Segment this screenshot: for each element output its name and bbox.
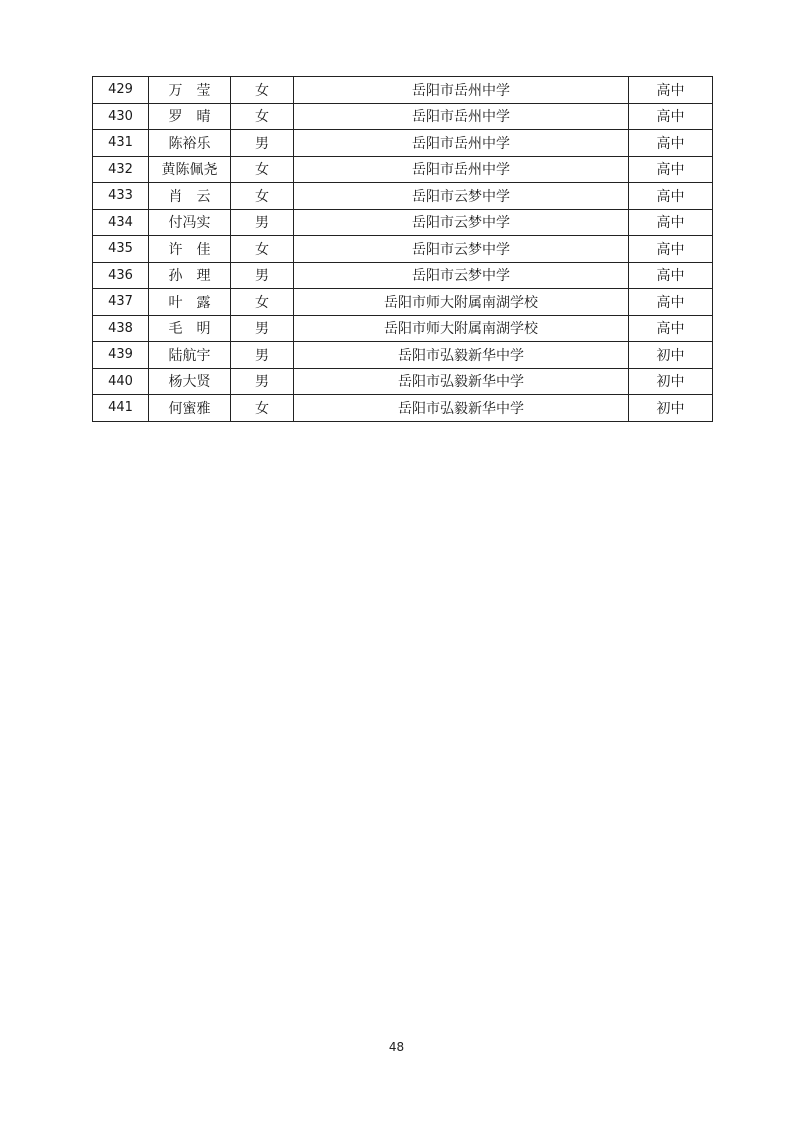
cell-level: 高中 bbox=[629, 183, 713, 210]
cell-gender: 男 bbox=[231, 262, 294, 289]
table-row bbox=[93, 395, 713, 422]
cell-number: 432 bbox=[93, 156, 149, 183]
cell-school: 岳阳市云梦中学 bbox=[294, 209, 629, 236]
cell-gender: 女 bbox=[231, 103, 294, 130]
cell-school: 岳阳市岳州中学 bbox=[294, 130, 629, 157]
cell-school: 岳阳市岳州中学 bbox=[294, 156, 629, 183]
table-row bbox=[93, 289, 713, 316]
cell-name: 叶 露 bbox=[149, 289, 231, 316]
cell-name: 孙 理 bbox=[149, 262, 231, 289]
cell-gender: 女 bbox=[231, 77, 294, 104]
cell-level: 高中 bbox=[629, 289, 713, 316]
cell-gender: 女 bbox=[231, 156, 294, 183]
cell-school: 岳阳市弘毅新华中学 bbox=[294, 395, 629, 422]
cell-name: 万 莹 bbox=[149, 77, 231, 104]
cell-number: 433 bbox=[93, 183, 149, 210]
cell-number: 440 bbox=[93, 368, 149, 395]
cell-level: 初中 bbox=[629, 342, 713, 369]
cell-level: 初中 bbox=[629, 368, 713, 395]
cell-name: 何蜜雅 bbox=[149, 395, 231, 422]
cell-school: 岳阳市云梦中学 bbox=[294, 236, 629, 263]
cell-gender: 女 bbox=[231, 289, 294, 316]
cell-gender: 男 bbox=[231, 209, 294, 236]
cell-name: 黄陈佩尧 bbox=[149, 156, 231, 183]
cell-number: 441 bbox=[93, 395, 149, 422]
table-row bbox=[93, 77, 713, 104]
cell-level: 高中 bbox=[629, 315, 713, 342]
cell-number: 429 bbox=[93, 77, 149, 104]
cell-name: 付冯实 bbox=[149, 209, 231, 236]
cell-name: 毛 明 bbox=[149, 315, 231, 342]
page-number: 48 bbox=[388, 1040, 405, 1054]
cell-name: 杨大贤 bbox=[149, 368, 231, 395]
table-row bbox=[93, 315, 713, 342]
cell-level: 高中 bbox=[629, 77, 713, 104]
roster-table-body bbox=[93, 77, 713, 422]
cell-gender: 男 bbox=[231, 315, 294, 342]
table-row bbox=[93, 156, 713, 183]
cell-school: 岳阳市弘毅新华中学 bbox=[294, 342, 629, 369]
cell-name: 陆航宇 bbox=[149, 342, 231, 369]
cell-number: 438 bbox=[93, 315, 149, 342]
table-row bbox=[93, 103, 713, 130]
cell-number: 431 bbox=[93, 130, 149, 157]
cell-level: 高中 bbox=[629, 262, 713, 289]
cell-school: 岳阳市云梦中学 bbox=[294, 183, 629, 210]
table-row bbox=[93, 209, 713, 236]
cell-school: 岳阳市弘毅新华中学 bbox=[294, 368, 629, 395]
cell-level: 高中 bbox=[629, 130, 713, 157]
table-row bbox=[93, 236, 713, 263]
cell-school: 岳阳市云梦中学 bbox=[294, 262, 629, 289]
cell-gender: 男 bbox=[231, 342, 294, 369]
cell-level: 高中 bbox=[629, 236, 713, 263]
cell-number: 435 bbox=[93, 236, 149, 263]
cell-school: 岳阳市师大附属南湖学校 bbox=[294, 289, 629, 316]
cell-school: 岳阳市岳州中学 bbox=[294, 103, 629, 130]
cell-gender: 男 bbox=[231, 130, 294, 157]
cell-number: 434 bbox=[93, 209, 149, 236]
cell-level: 高中 bbox=[629, 209, 713, 236]
table-row bbox=[93, 183, 713, 210]
cell-name: 许 佳 bbox=[149, 236, 231, 263]
table-row bbox=[93, 368, 713, 395]
cell-name: 陈裕乐 bbox=[149, 130, 231, 157]
cell-name: 罗 晴 bbox=[149, 103, 231, 130]
roster-table bbox=[92, 76, 713, 422]
table-row bbox=[93, 342, 713, 369]
table-row bbox=[93, 130, 713, 157]
cell-level: 高中 bbox=[629, 156, 713, 183]
cell-number: 439 bbox=[93, 342, 149, 369]
cell-gender: 男 bbox=[231, 368, 294, 395]
cell-school: 岳阳市师大附属南湖学校 bbox=[294, 315, 629, 342]
cell-gender: 女 bbox=[231, 395, 294, 422]
cell-school: 岳阳市岳州中学 bbox=[294, 77, 629, 104]
cell-level: 初中 bbox=[629, 395, 713, 422]
cell-number: 430 bbox=[93, 103, 149, 130]
cell-level: 高中 bbox=[629, 103, 713, 130]
cell-gender: 女 bbox=[231, 236, 294, 263]
table-row bbox=[93, 262, 713, 289]
cell-name: 肖 云 bbox=[149, 183, 231, 210]
cell-number: 437 bbox=[93, 289, 149, 316]
cell-gender: 女 bbox=[231, 183, 294, 210]
cell-number: 436 bbox=[93, 262, 149, 289]
